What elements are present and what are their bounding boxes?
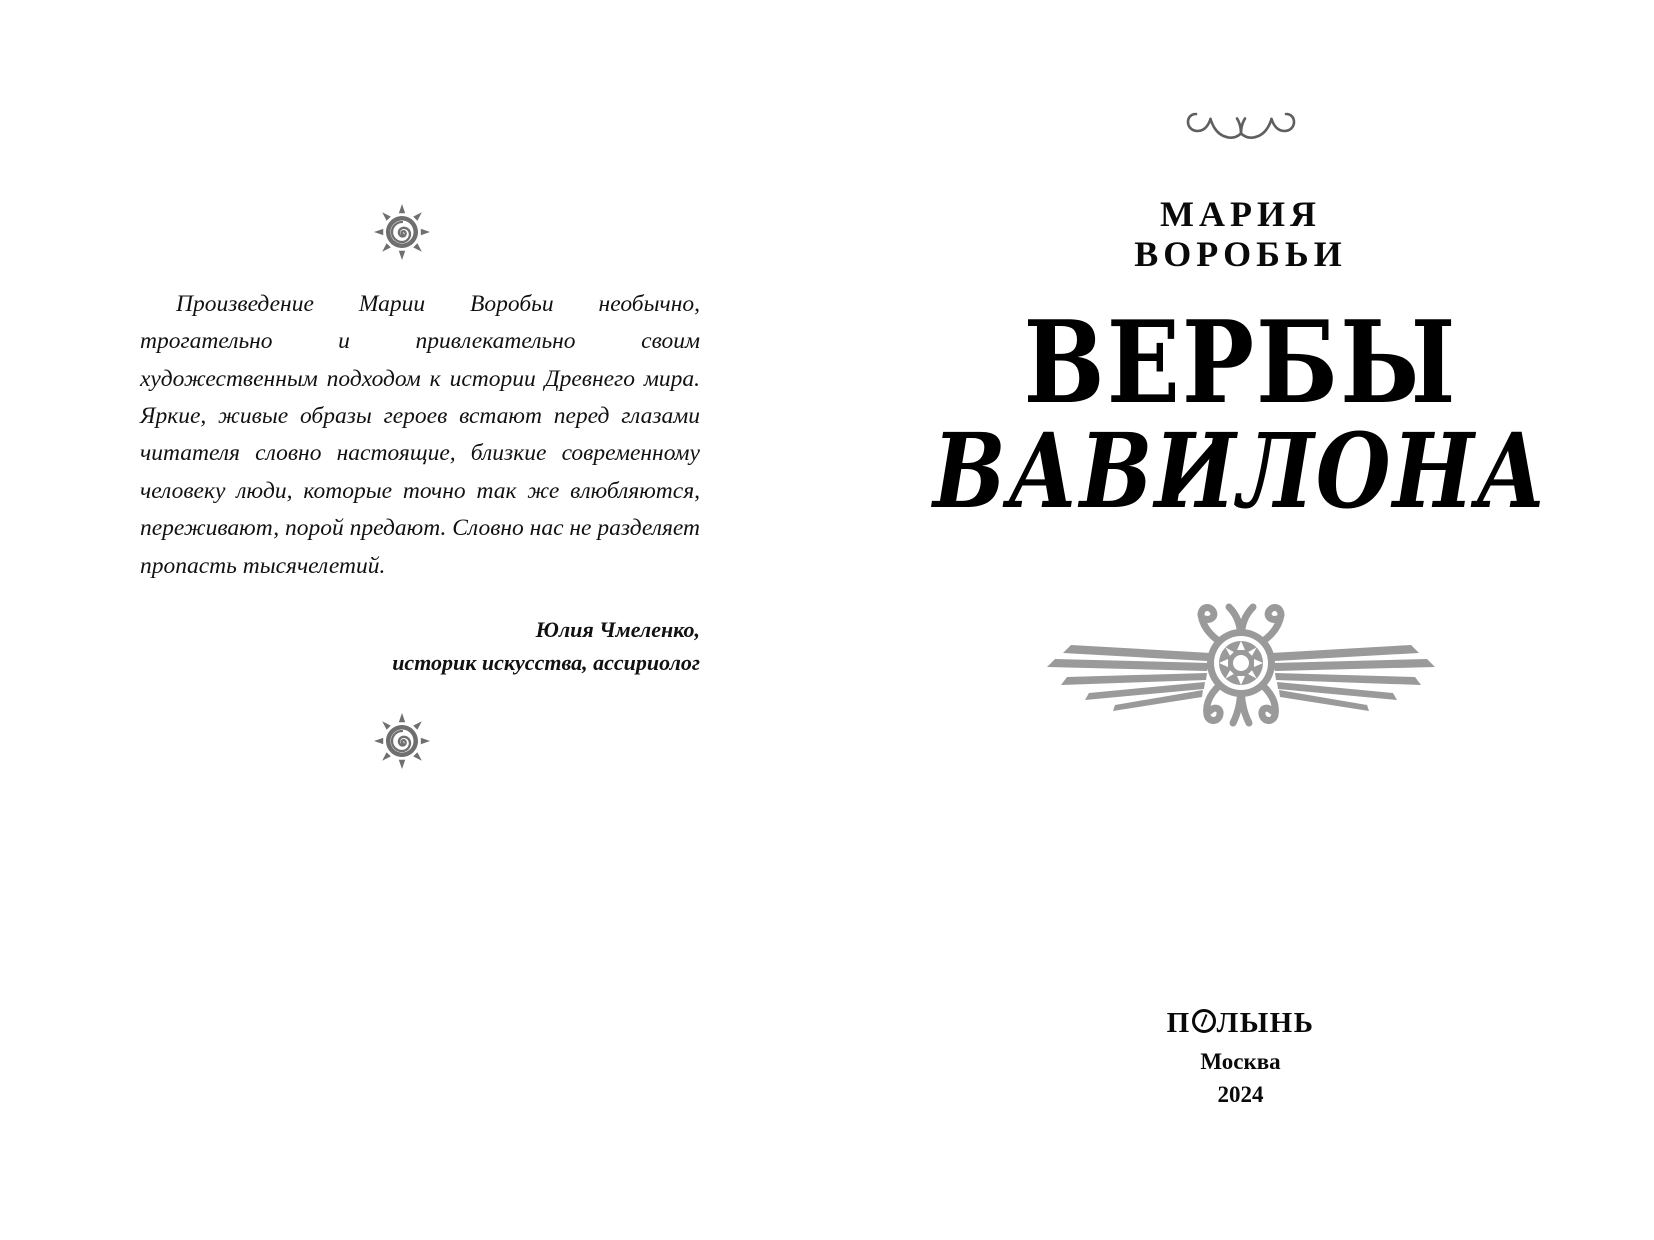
book-title [827, 295, 1654, 532]
scroll-flourish-ornament-icon [1186, 104, 1296, 150]
right-page [827, 0, 1654, 1240]
emblem-wrap [827, 601, 1654, 731]
blurb-text: Произведение Марии Воробьи необычно, трогательно и привлекательно своим художественным подходом к истории Древнего мира. Яркие, живые образы героев встают перед глазами читателя словно настоящие, близкие современному человеку люди, которые точно так же влюбляются, переживают, порой предают. Словно нас не разделяет пропасть тысячелетий. [140, 291, 700, 579]
book-title-line-2: ВАВИЛОНА [933, 410, 1548, 532]
winged-sun-disk-emblem-icon [1011, 601, 1471, 731]
book-title-line-1: ВЕРБЫ [1023, 295, 1458, 429]
imprint-block [827, 1008, 1654, 1108]
sun-spiral-ornament-icon [370, 200, 434, 264]
author-line-1: МАРИЯ [1160, 194, 1321, 234]
publisher-o-glyph-icon [1192, 1009, 1216, 1033]
author-name [827, 194, 1654, 275]
blurb-block [140, 200, 700, 773]
publisher-suffix: ЛЫНЬ [1216, 1007, 1315, 1040]
attribution-name: Юлия Чмеленко, [535, 616, 700, 642]
imprint-city: Москва [1200, 1049, 1281, 1074]
sun-spiral-ornament-icon [370, 709, 434, 773]
blurb-attribution [140, 613, 700, 679]
publisher-prefix: П [1166, 1007, 1191, 1040]
imprint-year: 2024 [1217, 1082, 1264, 1107]
publisher-name [827, 1008, 1654, 1040]
attribution-role: историк искусства, ассириолог [392, 649, 700, 675]
title-stack [827, 104, 1654, 731]
author-line-2: ВОРОБЬИ [1134, 234, 1347, 275]
